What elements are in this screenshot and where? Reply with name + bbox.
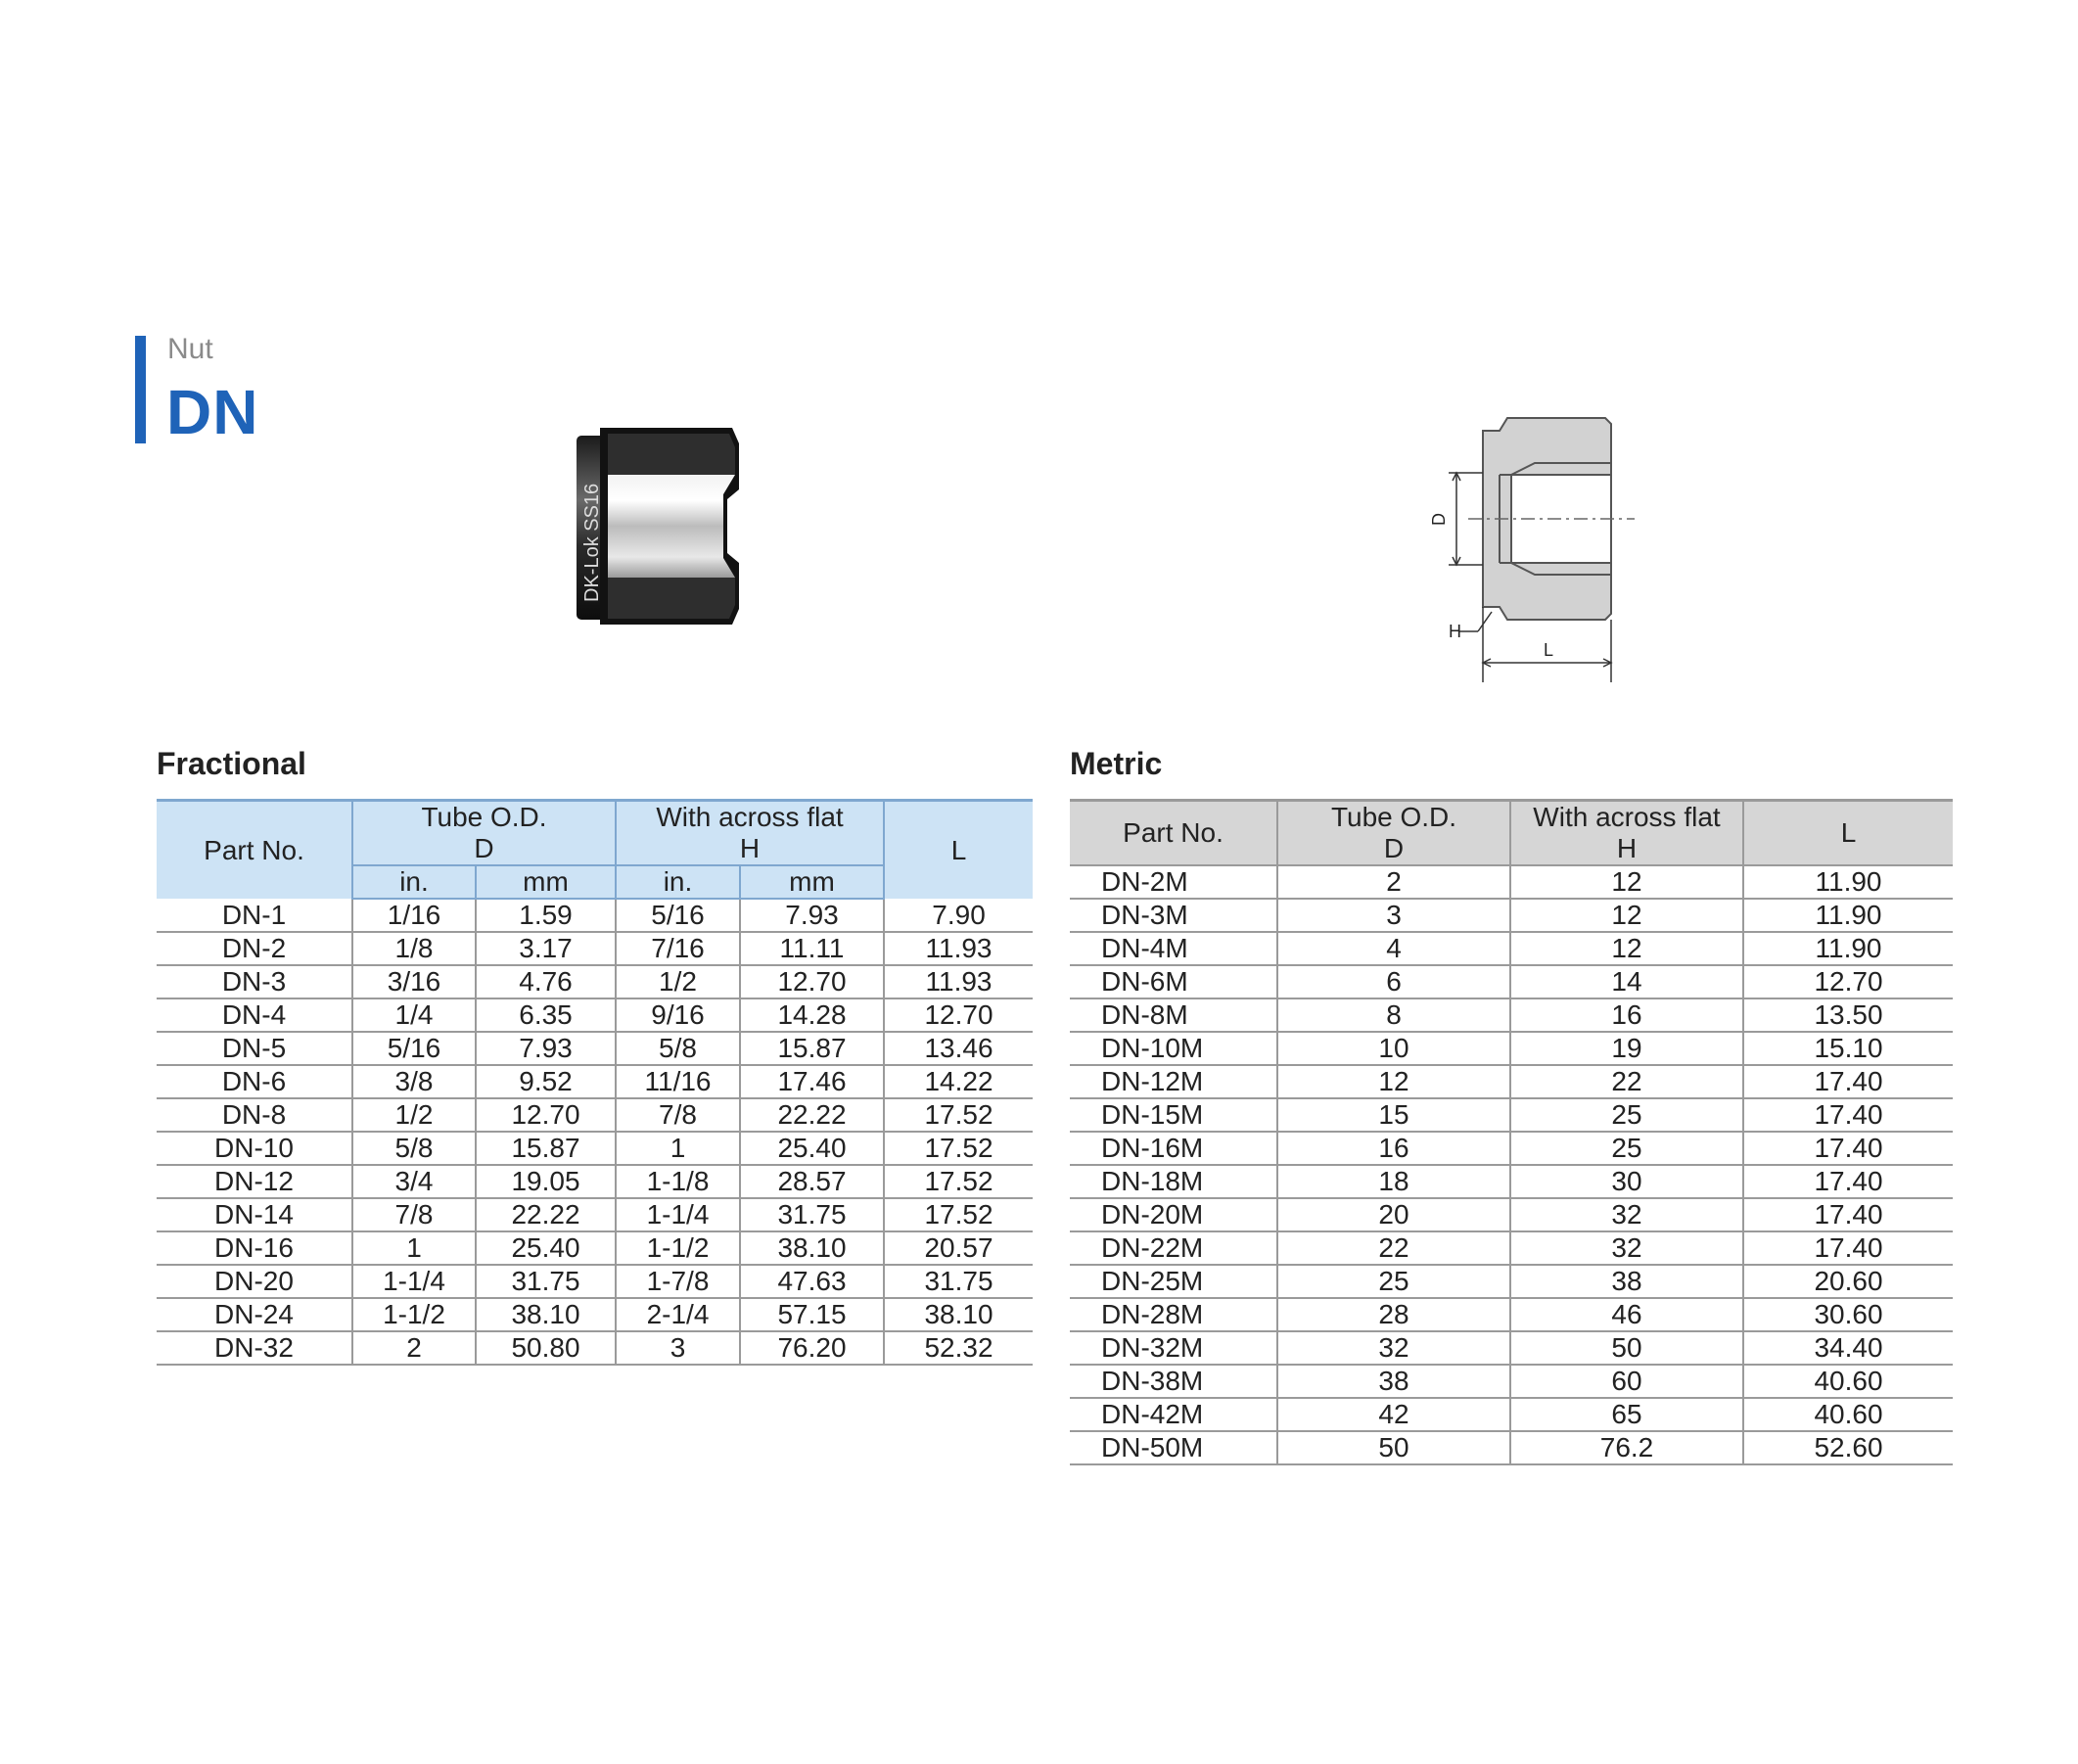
nut-photo <box>571 416 742 636</box>
cell-tube-od: 3 <box>1277 899 1510 932</box>
cell-part-no: DN-32M <box>1070 1331 1277 1365</box>
table-row <box>1070 1365 1953 1398</box>
table-row <box>1070 1398 1953 1431</box>
cell-part-no: DN-38M <box>1070 1365 1277 1398</box>
cell-flat-mm: 22.22 <box>740 1098 884 1132</box>
metric-section-title: Metric <box>1070 746 1163 781</box>
metric-table-body <box>1070 865 1953 1464</box>
cell-l: 34.40 <box>1743 1331 1953 1365</box>
cell-tube-od-mm: 15.87 <box>476 1132 616 1165</box>
cell-flat-mm: 76.20 <box>740 1331 884 1365</box>
cell-tube-od-in: 3/16 <box>352 965 476 998</box>
table-row <box>1070 1265 1953 1298</box>
cell-tube-od-mm: 12.70 <box>476 1098 616 1132</box>
cell-part-no: DN-24 <box>157 1298 352 1331</box>
cell-l: 14.22 <box>884 1065 1033 1098</box>
table-row <box>157 1298 1033 1331</box>
cell-part-no: DN-2M <box>1070 865 1277 899</box>
table-row <box>1070 1431 1953 1464</box>
cell-l: 52.60 <box>1743 1431 1953 1464</box>
fractional-table <box>157 799 1033 1366</box>
cell-part-no: DN-8 <box>157 1098 352 1132</box>
cell-tube-od: 6 <box>1277 965 1510 998</box>
col-header-od-mm: mm <box>476 865 616 899</box>
cell-flat-mm: 28.57 <box>740 1165 884 1198</box>
cell-part-no: DN-14 <box>157 1198 352 1231</box>
cell-tube-od-in: 5/16 <box>352 1032 476 1065</box>
cell-across-flat: 25 <box>1510 1132 1743 1165</box>
cell-part-no: DN-2 <box>157 932 352 965</box>
cell-l: 38.10 <box>884 1298 1033 1331</box>
cell-flat-in: 2-1/4 <box>616 1298 740 1331</box>
cell-across-flat: 46 <box>1510 1298 1743 1331</box>
cell-part-no: DN-16M <box>1070 1132 1277 1165</box>
cell-flat-mm: 7.93 <box>740 899 884 932</box>
cell-tube-od-in: 5/8 <box>352 1132 476 1165</box>
cell-part-no: DN-6M <box>1070 965 1277 998</box>
cell-l: 52.32 <box>884 1331 1033 1365</box>
cell-flat-in: 3 <box>616 1331 740 1365</box>
cell-tube-od-in: 1 <box>352 1231 476 1265</box>
cell-across-flat: 22 <box>1510 1065 1743 1098</box>
cell-flat-in: 1-1/8 <box>616 1165 740 1198</box>
col-header-across-flat-text: With across flat <box>1533 802 1721 832</box>
col-header-across-flat <box>1510 801 1743 866</box>
cell-part-no: DN-15M <box>1070 1098 1277 1132</box>
cell-l: 13.50 <box>1743 998 1953 1032</box>
cell-l: 11.90 <box>1743 932 1953 965</box>
cell-flat-mm: 57.15 <box>740 1298 884 1331</box>
cell-flat-mm: 31.75 <box>740 1198 884 1231</box>
cell-tube-od-in: 3/4 <box>352 1165 476 1198</box>
table-row <box>1070 1098 1953 1132</box>
cell-tube-od: 16 <box>1277 1132 1510 1165</box>
cell-tube-od: 38 <box>1277 1365 1510 1398</box>
cell-tube-od: 8 <box>1277 998 1510 1032</box>
table-row <box>157 1065 1033 1098</box>
cell-tube-od: 2 <box>1277 865 1510 899</box>
table-row <box>1070 1032 1953 1065</box>
cell-tube-od: 20 <box>1277 1198 1510 1231</box>
cell-tube-od-in: 2 <box>352 1331 476 1365</box>
cell-tube-od-mm: 7.93 <box>476 1032 616 1065</box>
col-header-l: L <box>1743 801 1953 866</box>
cell-l: 17.40 <box>1743 1231 1953 1265</box>
cell-flat-in: 1-1/4 <box>616 1198 740 1231</box>
cell-across-flat: 12 <box>1510 865 1743 899</box>
cell-l: 40.60 <box>1743 1398 1953 1431</box>
cell-l: 11.93 <box>884 965 1033 998</box>
header-accent-bar <box>135 336 146 443</box>
cell-tube-od-in: 1-1/2 <box>352 1298 476 1331</box>
cell-across-flat: 12 <box>1510 899 1743 932</box>
cell-part-no: DN-4M <box>1070 932 1277 965</box>
cell-tube-od: 18 <box>1277 1165 1510 1198</box>
cell-across-flat: 38 <box>1510 1265 1743 1298</box>
nut-technical-drawing <box>1409 406 1644 690</box>
cell-across-flat: 65 <box>1510 1398 1743 1431</box>
col-header-od-in: in. <box>352 865 476 899</box>
page-title: DN <box>166 377 259 447</box>
col-header-part-no: Part No. <box>157 801 352 900</box>
table-row <box>157 1098 1033 1132</box>
cell-tube-od-mm: 1.59 <box>476 899 616 932</box>
table-row <box>1070 1132 1953 1165</box>
cell-across-flat: 12 <box>1510 932 1743 965</box>
col-header-flat-mm: mm <box>740 865 884 899</box>
fractional-section-title: Fractional <box>157 746 306 781</box>
cell-tube-od-mm: 38.10 <box>476 1298 616 1331</box>
table-row <box>1070 1331 1953 1365</box>
col-header-across-flat-symbol: H <box>1616 833 1638 863</box>
cell-flat-mm: 11.11 <box>740 932 884 965</box>
cell-tube-od-mm: 6.35 <box>476 998 616 1032</box>
cell-part-no: DN-3M <box>1070 899 1277 932</box>
cell-tube-od: 12 <box>1277 1065 1510 1098</box>
cell-part-no: DN-16 <box>157 1231 352 1265</box>
cell-across-flat: 19 <box>1510 1032 1743 1065</box>
cell-across-flat: 16 <box>1510 998 1743 1032</box>
table-row <box>157 1331 1033 1365</box>
cell-l: 17.40 <box>1743 1165 1953 1198</box>
cell-tube-od-in: 3/8 <box>352 1065 476 1098</box>
table-row <box>1070 932 1953 965</box>
cell-flat-mm: 17.46 <box>740 1065 884 1098</box>
table-row <box>1070 1065 1953 1098</box>
cell-tube-od-in: 7/8 <box>352 1198 476 1231</box>
cell-part-no: DN-20M <box>1070 1198 1277 1231</box>
cell-flat-mm: 14.28 <box>740 998 884 1032</box>
metric-table <box>1070 799 1953 1465</box>
cell-flat-mm: 12.70 <box>740 965 884 998</box>
cell-part-no: DN-20 <box>157 1265 352 1298</box>
cell-tube-od: 28 <box>1277 1298 1510 1331</box>
category-label: Nut <box>167 333 213 365</box>
cell-part-no: DN-42M <box>1070 1398 1277 1431</box>
cell-tube-od-in: 1/2 <box>352 1098 476 1132</box>
table-row <box>1070 965 1953 998</box>
cell-part-no: DN-6 <box>157 1065 352 1098</box>
cell-l: 17.52 <box>884 1198 1033 1231</box>
cell-l: 20.57 <box>884 1231 1033 1265</box>
cell-l: 17.40 <box>1743 1132 1953 1165</box>
col-header-l: L <box>884 801 1033 900</box>
cell-across-flat: 50 <box>1510 1331 1743 1365</box>
col-header-part-no: Part No. <box>1070 801 1277 866</box>
cell-l: 11.90 <box>1743 899 1953 932</box>
cell-l: 17.52 <box>884 1132 1033 1165</box>
cell-part-no: DN-5 <box>157 1032 352 1065</box>
cell-tube-od-mm: 50.80 <box>476 1331 616 1365</box>
col-header-tube-od: Tube O.D. <box>352 801 616 834</box>
cell-across-flat: 32 <box>1510 1231 1743 1265</box>
cell-part-no: DN-4 <box>157 998 352 1032</box>
cell-l: 15.10 <box>1743 1032 1953 1065</box>
cell-part-no: DN-8M <box>1070 998 1277 1032</box>
cell-tube-od: 15 <box>1277 1098 1510 1132</box>
table-row <box>157 1165 1033 1198</box>
cell-l: 12.70 <box>884 998 1033 1032</box>
cell-across-flat: 30 <box>1510 1165 1743 1198</box>
col-header-across-flat: With across flat <box>616 801 884 834</box>
cell-part-no: DN-22M <box>1070 1231 1277 1265</box>
col-header-tube-od-symbol: D <box>1383 833 1405 863</box>
cell-tube-od-mm: 25.40 <box>476 1231 616 1265</box>
cell-tube-od-in: 1/4 <box>352 998 476 1032</box>
cell-tube-od: 22 <box>1277 1231 1510 1265</box>
cell-part-no: DN-3 <box>157 965 352 998</box>
dimension-l-label: L <box>1543 640 1554 660</box>
cell-tube-od-mm: 9.52 <box>476 1065 616 1098</box>
table-row <box>157 899 1033 932</box>
cell-tube-od: 32 <box>1277 1331 1510 1365</box>
cell-part-no: DN-50M <box>1070 1431 1277 1464</box>
table-row <box>1070 1198 1953 1231</box>
cell-part-no: DN-1 <box>157 899 352 932</box>
photo-engraving: DK-Lok SS16 <box>581 483 603 602</box>
cell-flat-mm: 38.10 <box>740 1231 884 1265</box>
cell-flat-in: 1 <box>616 1132 740 1165</box>
table-row <box>157 1132 1033 1165</box>
cell-l: 17.40 <box>1743 1098 1953 1132</box>
cell-l: 40.60 <box>1743 1365 1953 1398</box>
cell-l: 30.60 <box>1743 1298 1953 1331</box>
cell-across-flat: 76.2 <box>1510 1431 1743 1464</box>
cell-part-no: DN-12M <box>1070 1065 1277 1098</box>
cell-flat-in: 1-7/8 <box>616 1265 740 1298</box>
cell-tube-od-in: 1/16 <box>352 899 476 932</box>
table-row <box>157 932 1033 965</box>
table-row <box>157 998 1033 1032</box>
cell-part-no: DN-10M <box>1070 1032 1277 1065</box>
cell-across-flat: 60 <box>1510 1365 1743 1398</box>
cell-across-flat: 32 <box>1510 1198 1743 1231</box>
table-row <box>157 1032 1033 1065</box>
cell-tube-od-mm: 31.75 <box>476 1265 616 1298</box>
col-header-flat-in: in. <box>616 865 740 899</box>
col-header-tube-od <box>1277 801 1510 866</box>
cell-tube-od-mm: 4.76 <box>476 965 616 998</box>
table-row <box>1070 1165 1953 1198</box>
cell-flat-mm: 15.87 <box>740 1032 884 1065</box>
cell-part-no: DN-32 <box>157 1331 352 1365</box>
cell-tube-od: 25 <box>1277 1265 1510 1298</box>
cell-flat-in: 1/2 <box>616 965 740 998</box>
cell-flat-in: 11/16 <box>616 1065 740 1098</box>
table-row <box>1070 1231 1953 1265</box>
cell-part-no: DN-18M <box>1070 1165 1277 1198</box>
cell-l: 20.60 <box>1743 1265 1953 1298</box>
table-row <box>157 1198 1033 1231</box>
cell-l: 17.52 <box>884 1165 1033 1198</box>
table-row <box>157 1231 1033 1265</box>
table-row <box>1070 998 1953 1032</box>
dimension-h-label: H <box>1449 622 1461 641</box>
cell-tube-od: 10 <box>1277 1032 1510 1065</box>
table-row <box>157 965 1033 998</box>
cell-l: 7.90 <box>884 899 1033 932</box>
cell-flat-in: 7/8 <box>616 1098 740 1132</box>
cell-l: 17.40 <box>1743 1198 1953 1231</box>
cell-tube-od-mm: 22.22 <box>476 1198 616 1231</box>
cell-l: 17.40 <box>1743 1065 1953 1098</box>
cell-tube-od-mm: 19.05 <box>476 1165 616 1198</box>
col-header-tube-od-symbol: D <box>352 833 616 865</box>
cell-l: 11.93 <box>884 932 1033 965</box>
cell-tube-od: 50 <box>1277 1431 1510 1464</box>
cell-tube-od: 4 <box>1277 932 1510 965</box>
table-row <box>157 1265 1033 1298</box>
table-row <box>1070 865 1953 899</box>
cell-tube-od-mm: 3.17 <box>476 932 616 965</box>
cell-across-flat: 14 <box>1510 965 1743 998</box>
cell-l: 13.46 <box>884 1032 1033 1065</box>
cell-l: 11.90 <box>1743 865 1953 899</box>
cell-flat-mm: 25.40 <box>740 1132 884 1165</box>
cell-tube-od: 42 <box>1277 1398 1510 1431</box>
cell-l: 31.75 <box>884 1265 1033 1298</box>
dimension-d-label: D <box>1429 513 1449 526</box>
cell-l: 17.52 <box>884 1098 1033 1132</box>
cell-part-no: DN-28M <box>1070 1298 1277 1331</box>
cell-flat-in: 1-1/2 <box>616 1231 740 1265</box>
cell-tube-od-in: 1-1/4 <box>352 1265 476 1298</box>
cell-flat-in: 5/8 <box>616 1032 740 1065</box>
cell-part-no: DN-25M <box>1070 1265 1277 1298</box>
cell-flat-mm: 47.63 <box>740 1265 884 1298</box>
cell-across-flat: 25 <box>1510 1098 1743 1132</box>
table-row <box>1070 899 1953 932</box>
cell-tube-od-in: 1/8 <box>352 932 476 965</box>
cell-part-no: DN-10 <box>157 1132 352 1165</box>
cell-part-no: DN-12 <box>157 1165 352 1198</box>
col-header-tube-od-text: Tube O.D. <box>1330 802 1457 832</box>
cell-flat-in: 9/16 <box>616 998 740 1032</box>
cell-flat-in: 7/16 <box>616 932 740 965</box>
cell-flat-in: 5/16 <box>616 899 740 932</box>
fractional-table-body <box>157 899 1033 1365</box>
col-header-across-flat-symbol: H <box>616 833 884 865</box>
table-row <box>1070 1298 1953 1331</box>
cell-l: 12.70 <box>1743 965 1953 998</box>
